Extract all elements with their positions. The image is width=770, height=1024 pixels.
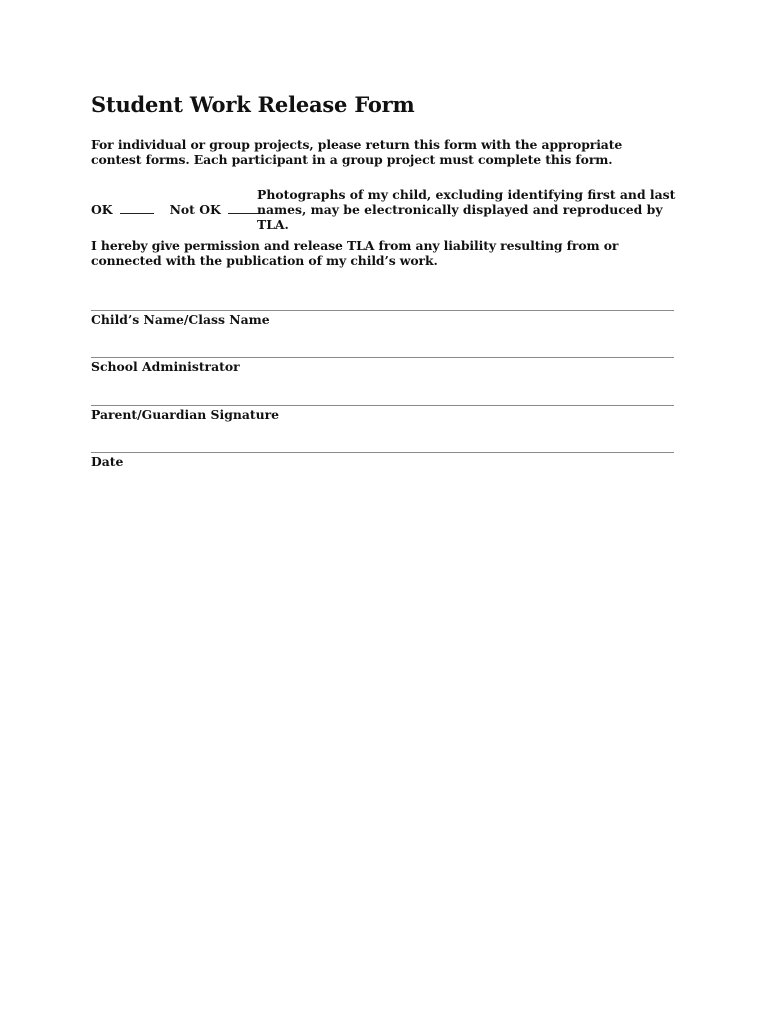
release-statement: I hereby give permission and release TLA from any liability resulting from or connected with the publication of my child’s work.	[91, 238, 619, 268]
consent-options	[91, 202, 267, 217]
ok-blank-field[interactable]	[120, 202, 154, 214]
administrator-label: School Administrator	[91, 359, 240, 374]
administrator-signature-line[interactable]	[91, 357, 674, 358]
intro-paragraph: For individual or group projects, please return this form with the appropriate contest forms. Each participant in a group project must complete this form.	[91, 137, 623, 167]
date-line[interactable]	[91, 452, 674, 453]
ok-label: OK	[91, 202, 113, 217]
form-title: Student Work Release Form	[91, 92, 415, 117]
parent-signature-line[interactable]	[91, 405, 674, 406]
parent-guardian-label: Parent/Guardian Signature	[91, 407, 280, 422]
not-ok-label: Not OK	[169, 202, 221, 217]
photo-consent-statement: Photographs of my child, excluding identifying first and last names, may be electronically displayed and reproduced by TLA.	[257, 187, 676, 232]
child-name-signature-line[interactable]	[91, 310, 674, 311]
child-name-label: Child’s Name/Class Name	[91, 312, 270, 327]
date-label: Date	[91, 454, 124, 469]
